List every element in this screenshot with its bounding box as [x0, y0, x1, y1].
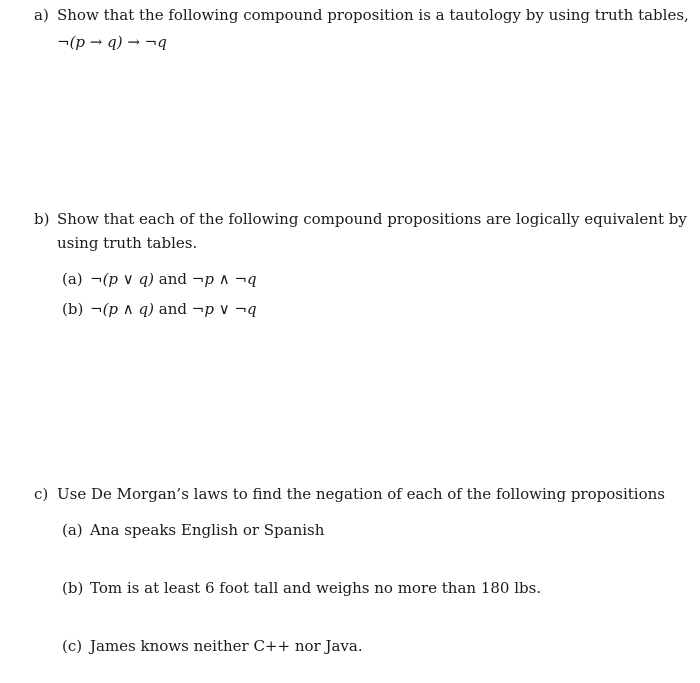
- part-a-marker: a): [34, 6, 49, 24]
- item-text: James knows neither C++ nor Java.: [90, 637, 363, 655]
- part-b-text-line2: using truth tables.: [57, 234, 198, 252]
- part-c-marker: c): [34, 485, 49, 503]
- connector: and: [158, 300, 187, 318]
- part-c-text: Use De Morgan’s laws to find the negation of each of the following propositions: [57, 485, 665, 503]
- item-marker: (b): [62, 300, 84, 318]
- item-marker: (a): [62, 270, 83, 288]
- part-a-text: Show that the following compound proposition is a tautology by using truth tables,: [57, 6, 689, 24]
- formula-right: ¬p ∨ ¬q: [191, 300, 257, 318]
- item-marker: (a): [62, 521, 83, 539]
- item-text: Ana speaks English or Spanish: [90, 521, 325, 539]
- item-marker: (b): [62, 579, 84, 597]
- part-a-formula: ¬(p → q) → ¬q: [57, 33, 167, 51]
- part-b-marker: b): [34, 210, 50, 228]
- formula-right: ¬p ∧ ¬q: [191, 270, 257, 288]
- connector: and: [158, 270, 187, 288]
- part-b-text-line1: Show that each of the following compound propositions are logically equivalent by: [57, 210, 687, 228]
- item-text: Tom is at least 6 foot tall and weighs no more than 180 lbs.: [90, 579, 542, 597]
- formula-left: ¬(p ∨ q): [90, 270, 154, 288]
- formula-left: ¬(p ∧ q): [90, 300, 154, 318]
- item-marker: (c): [62, 637, 83, 655]
